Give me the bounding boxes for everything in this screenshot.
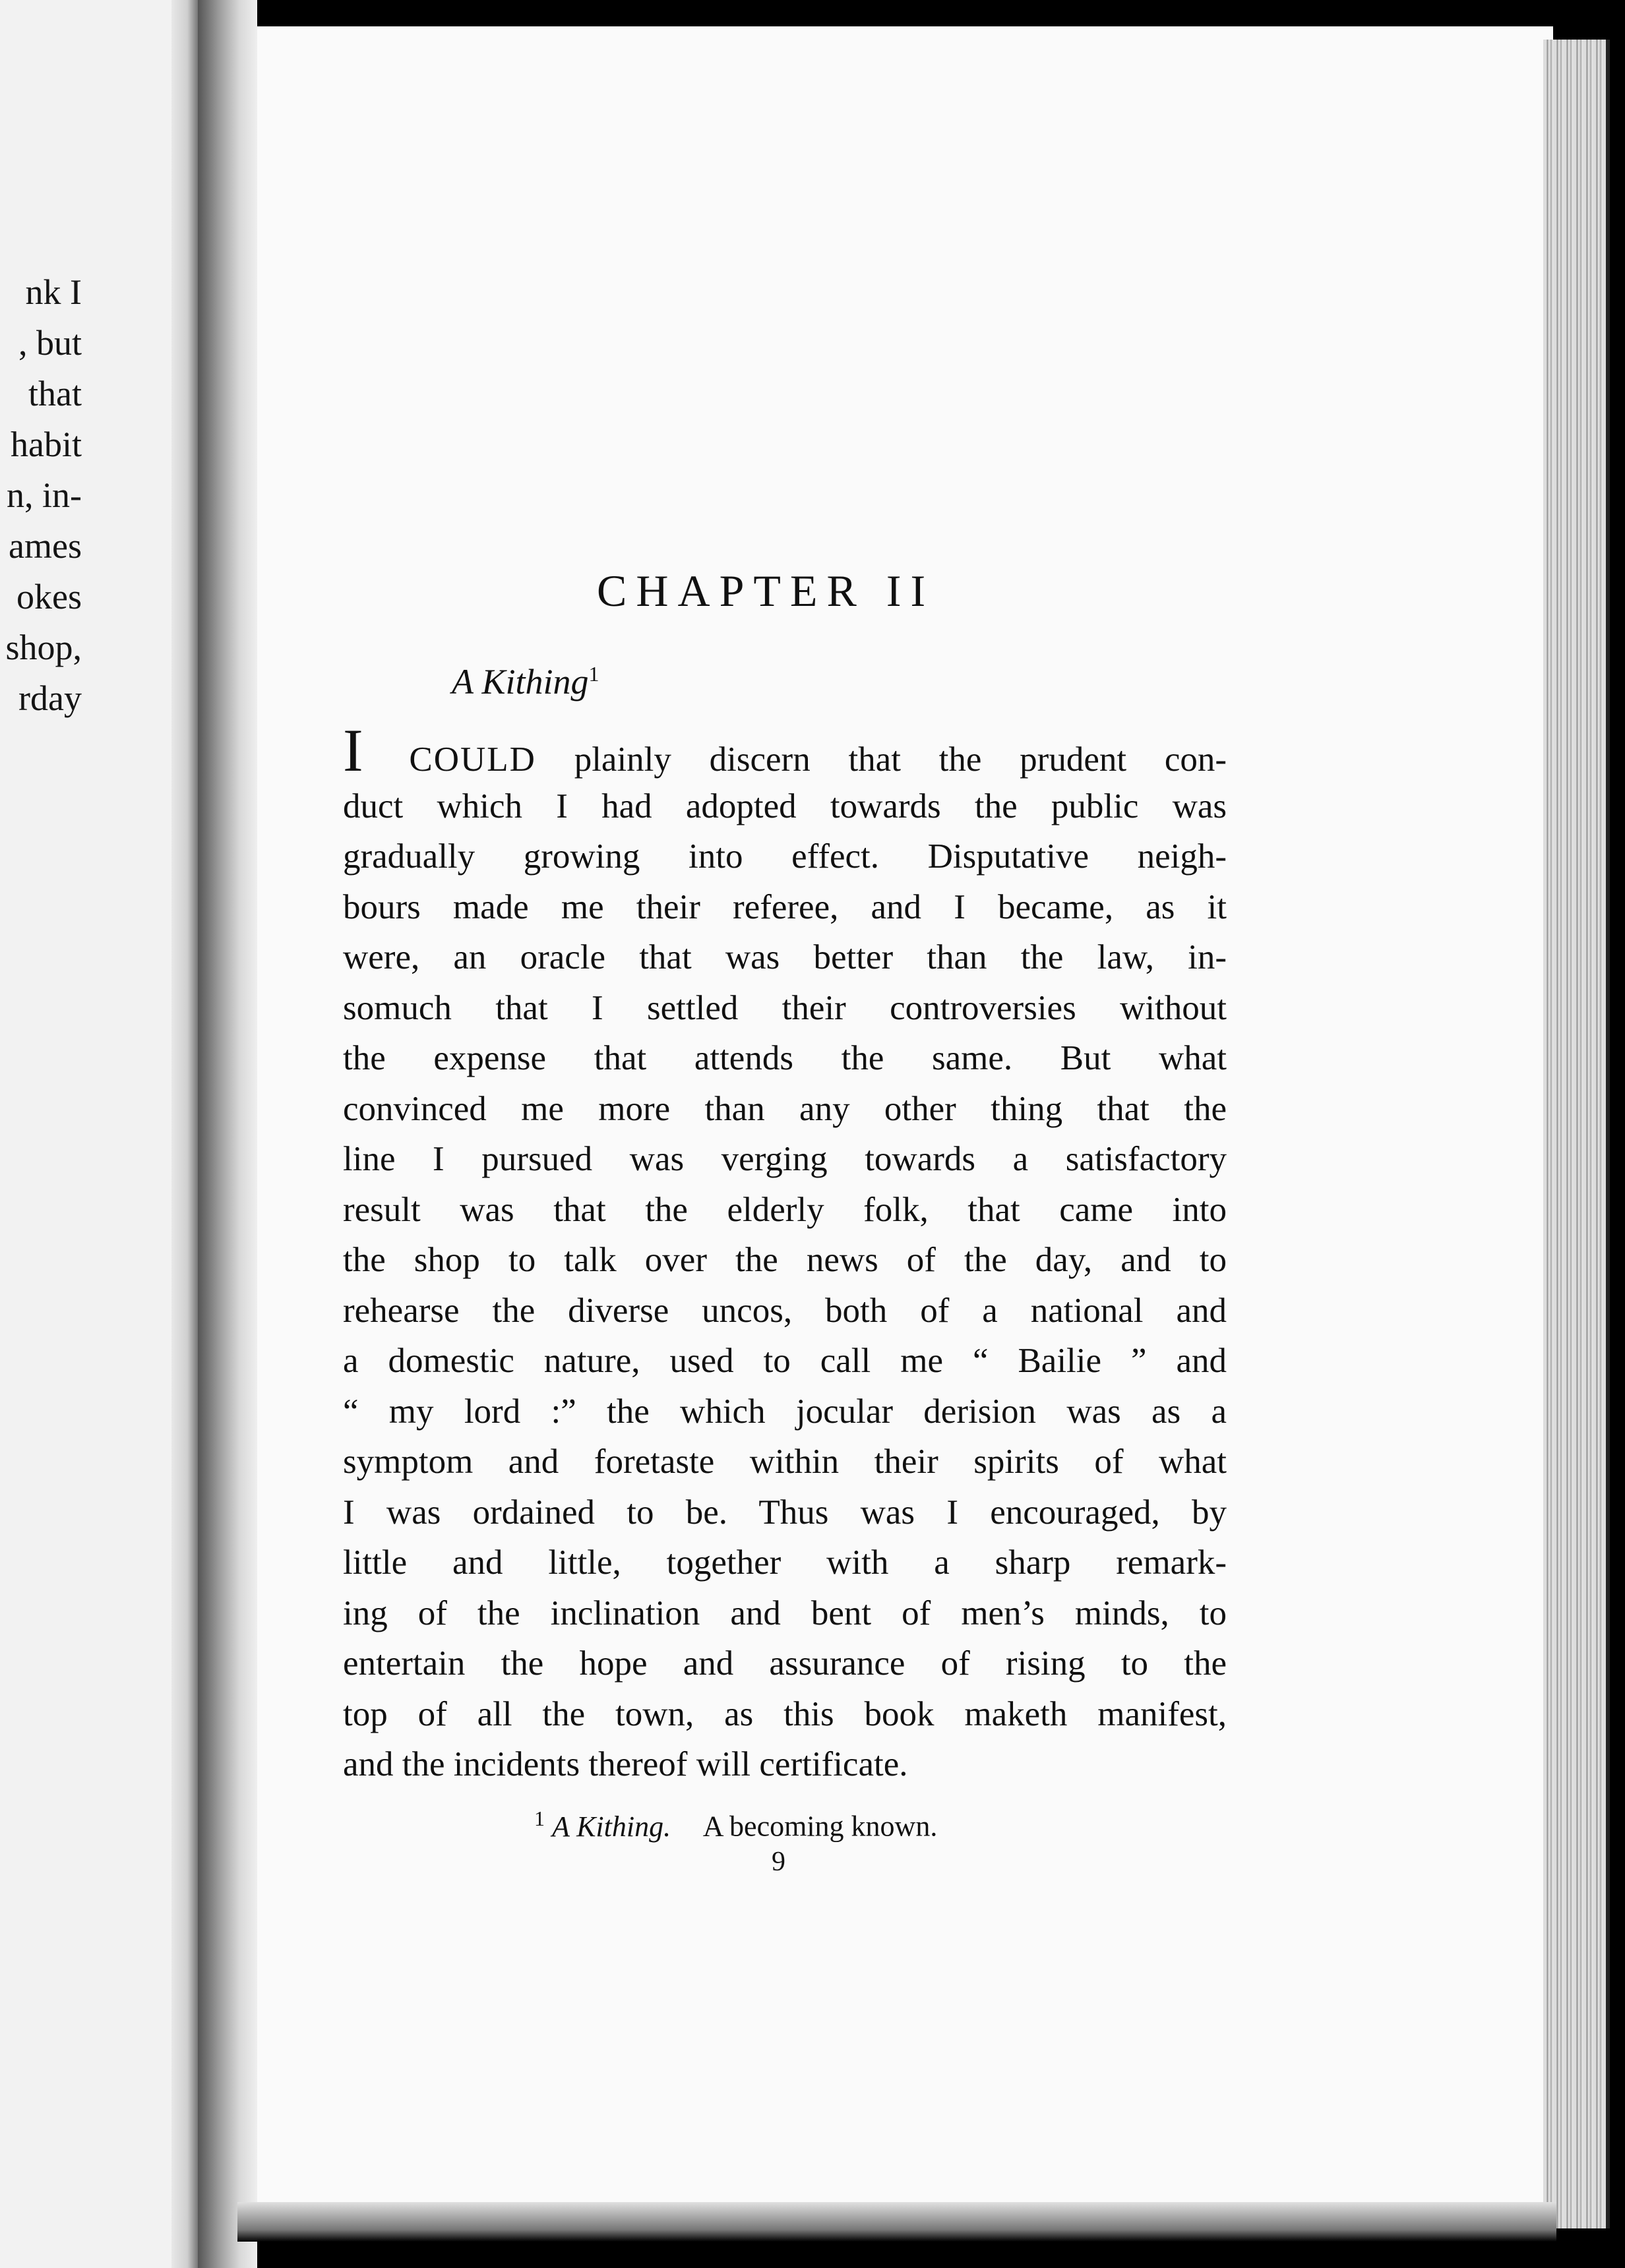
body-line: I was ordained to be. Thus was I encouraged, by [343,1493,1227,1532]
body-line: somuch that I settled their controversies without [343,988,1227,1027]
left-fragment: ames [9,526,82,566]
body-line: little and little, together with a sharp remark- [343,1543,1227,1582]
left-fragment: okes [16,577,82,616]
footnote-definition: A becoming known. [702,1810,938,1843]
body-line: line I pursued was verging towards a satisfactory [343,1140,1227,1178]
body-line: duct which I had adopted towards the public was [343,787,1227,825]
left-fragment: habit [11,425,82,464]
body-line: result was that the elderly folk, that came into [343,1190,1227,1229]
footnote [534,1806,937,1843]
body-line: rehearse the diverse uncos, both of a national and [343,1291,1227,1330]
page-block-edges [1543,40,1610,2228]
body-line: gradually growing into effect. Disputative neigh- [343,837,1227,876]
body-line-last: and the incidents thereof will certificate. [343,1745,908,1783]
body-line: the expense that attends the same. But what [343,1039,1227,1077]
body-line: the shop to talk over the news of the day, and to [343,1241,1227,1279]
book-gutter-shadow [198,0,257,2268]
first-word-small-caps: COULD [409,740,536,779]
footnote-term: A Kithing. [552,1810,671,1843]
left-fragment: nk I [25,272,82,312]
chapter-subtitle [452,661,599,702]
drop-cap: I [343,717,363,784]
body-line-first [343,717,1227,784]
body-line: “ my lord :” the which jocular derision was as a [343,1392,1227,1431]
subtitle-footnote-marker: 1 [588,662,599,686]
body-line: plainly discern that the prudent con- [574,740,1227,779]
bottom-page-edge [237,2202,1556,2242]
body-line: were, an oracle that was better than the law, in- [343,938,1227,976]
left-page-text-fragments [5,267,82,724]
chapter-title: CHAPTER II [597,566,935,616]
left-fragment: shop, [5,628,82,667]
body-line: convinced me more than any other thing that the [343,1089,1227,1128]
chapter-body-paragraph [343,717,1227,1790]
page-number: 9 [772,1847,785,1877]
body-line: a domestic nature, used to call me “ Bailie ” and [343,1342,1227,1380]
body-line: top of all the town, as this book maketh manifest, [343,1694,1227,1733]
body-line: entertain the hope and assurance of rising to the [343,1644,1227,1683]
left-fragment: that [28,374,82,413]
body-line: bours made me their referee, and I became, as it [343,887,1227,926]
left-fragment: , but [18,323,82,363]
left-page-edge [171,0,198,2268]
left-fragment: n, in- [7,475,82,515]
subtitle-text: A Kithing [452,662,589,701]
body-line: symptom and foretaste within their spirits of what [343,1443,1227,1481]
body-line: ing of the inclination and bent of men’s minds, to [343,1594,1227,1632]
footnote-marker: 1 [534,1806,545,1830]
left-fragment: rday [18,678,82,718]
